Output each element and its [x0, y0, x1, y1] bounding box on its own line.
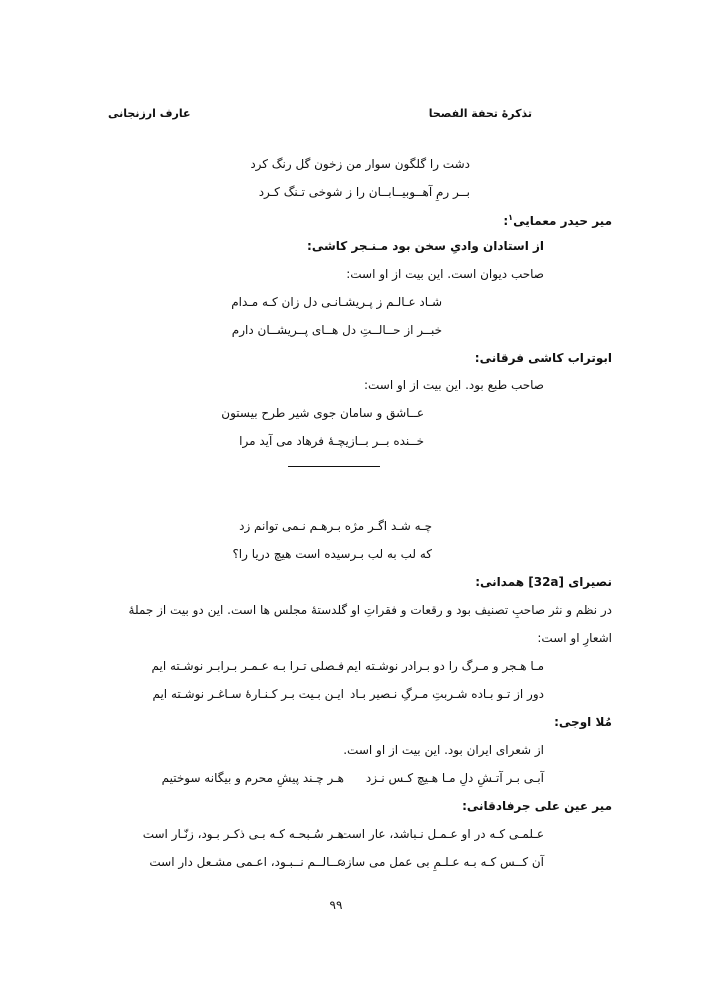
paragraph-line: صاحب دیوان است. این بیت از او است:	[346, 267, 544, 281]
footnote-marker: ۱	[508, 213, 514, 222]
paragraph-line: از استادان وادیِ سخن بود مـنـجر کاشی:	[307, 239, 544, 253]
section-heading: ابوتراب کاشی فرقانی:	[474, 351, 612, 365]
paragraph-line: اشعارِ او است:	[537, 631, 612, 645]
verse-hemistich-right: آن کــس کـه بـه عـلـمِ بی عمل می سازد	[340, 855, 544, 869]
section-heading: نصیرای [32a] همدانی:	[475, 575, 612, 589]
verse-line: خــنده بــر بــازیچـۀ فرهاد می آید مرا	[239, 434, 424, 448]
verse-hemistich-right: دور از تـو بـاده شـربتِ مـرگِ نـصیر بـاد	[350, 687, 544, 701]
separator-line	[288, 466, 380, 467]
section-heading	[503, 210, 612, 229]
running-header-book-title: تذکرۀ تحفة الفصحا	[428, 107, 532, 120]
heading-text: میر حیدر معمایی	[513, 214, 612, 228]
paragraph-line: در نظم و نثر صاحبِ تصنیف بود و رقعات و فقراتِ او گلدستۀ مجلس ها است. این دو بیت از جملۀ	[128, 603, 612, 617]
verse-hemistich-right: عـلمـی کـه در او عـمـل نـباشد، عار است	[339, 827, 544, 841]
verse-line: بــر رمِ آهــوبیــابــان را ز شوخی تـنگ کـرد	[258, 185, 470, 199]
page-number: ۹۹	[329, 898, 343, 912]
paragraph-line: از شعرای ایران بود. این بیت از او است.	[343, 743, 544, 757]
verse-hemistich-left: فـصلی تـرا بـه عـمـر بـرابـر نوشـته ایم	[151, 659, 344, 673]
verse-hemistich-right: آبـی بـر آتـشِ دلِ مـا هـیچ کـس نـزد	[365, 771, 544, 785]
verse-hemistich-right: مـا هـجر و مـرگ را دو بـرادر نوشـته ایم	[346, 659, 544, 673]
verse-hemistich-left: عــالــم نــبـود، اعـمی مشـعل دار است	[149, 855, 344, 869]
verse-hemistich-left: هـر سُـبحـه کـه بـی ذکـر بـود، زنّـار است	[142, 827, 344, 841]
verse-hemistich-left: هـر چـند پیشِ محرم و بیگانه سوختیم	[161, 771, 344, 785]
verse-line: شـاد عـالـم ز پـریشـانـی دل زان کـه مـدام	[231, 295, 442, 309]
verse-line: عــاشق و سامان جوی شیر طرح بیستون	[221, 406, 424, 420]
verse-line: چـه شـد اگـر مژه بـرهـم نـمی توانم زد	[239, 519, 432, 533]
section-heading: میر عین علی جرفادقانی:	[462, 799, 612, 813]
verse-line: دشت را گلگون سوار من زخون گل رنگ کرد	[250, 157, 470, 171]
section-heading: مُلا اوجی:	[554, 715, 612, 729]
running-header-author: عارف ارزنجانی	[108, 107, 191, 120]
verse-line: خبــر از حــالــتِ دل هــای پــریشــان دارم	[231, 323, 442, 337]
heading-colon: :	[503, 214, 509, 228]
verse-hemistich-left: ایـن بـیت بـر کـنـارۀ سـاغـر نوشـته ایم	[152, 687, 344, 701]
paragraph-line: صاحب طبع بود. این بیت از او است:	[363, 378, 544, 392]
verse-line: که لب به لب بـرسیده است هیچ دریا را؟	[232, 547, 432, 561]
